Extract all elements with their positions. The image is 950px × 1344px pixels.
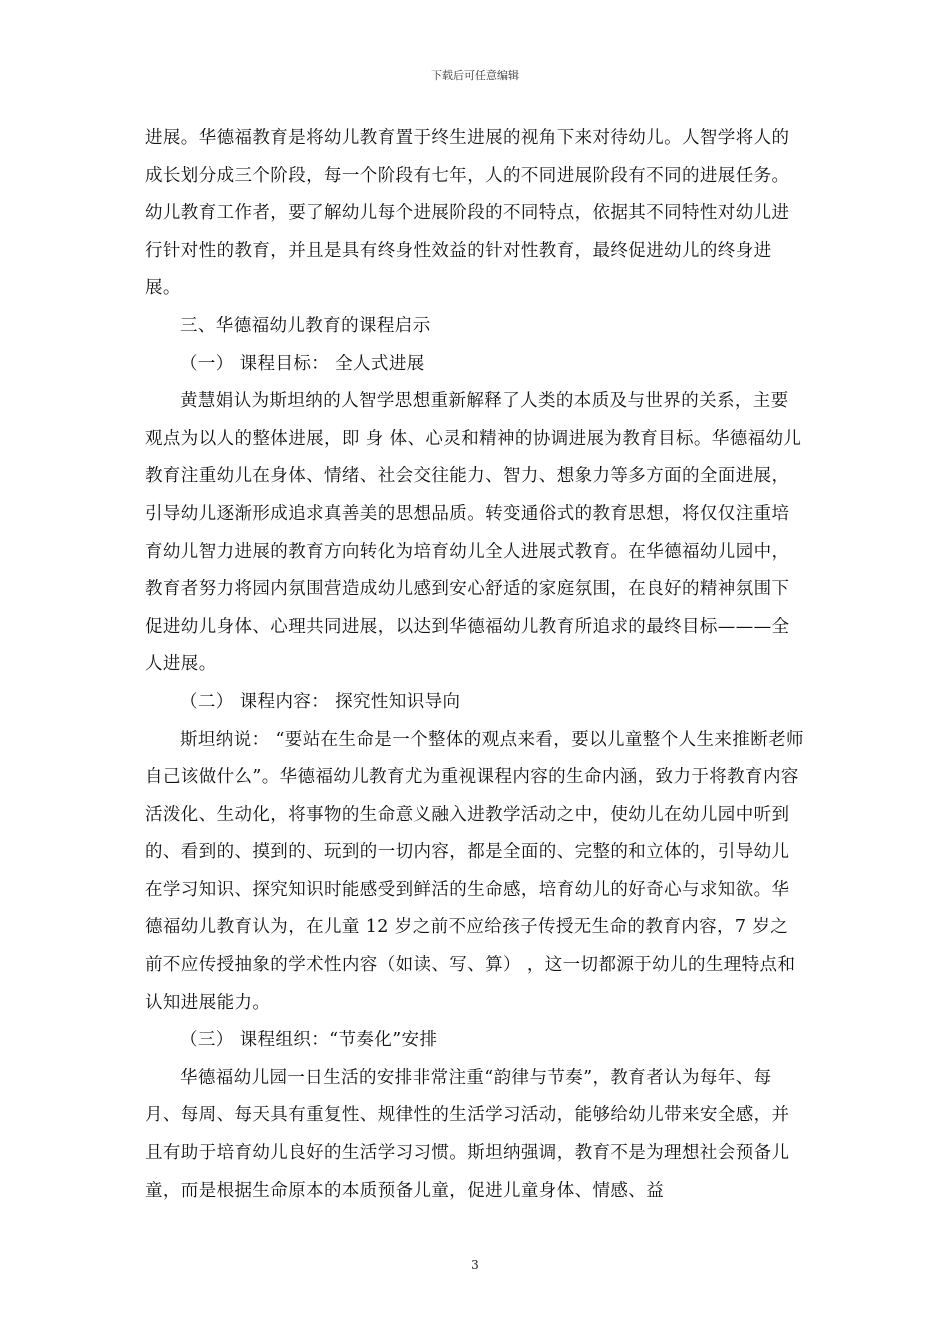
subsection-heading: （一） 课程目标： 全人式进展 (180, 353, 425, 374)
paragraph: 进展。华德福教育是将幼儿教育置于终生进展的视角下来对待幼儿。人智学将人的成长划分成三个阶段，每一个阶段有七年，人的不同进展阶段有不同的进展任务。幼儿教育工作者，要了解幼儿每个进展阶段的不同特点，依据其不同特性对幼儿进行针对性的教育，并且是具有终身性效益的针对性教育，最终促进幼儿的终身进展。 (145, 128, 790, 299)
paragraph: 黄慧娟认为斯坦纳的人智学思想重新解释了人类的本质及与世界的关系，主要观点为以人的整体进展，即 身 体、心灵和精神的协调进展为教育目标。华德福幼儿教育注重幼儿在身体、情绪、社会交往能力、智力、想象力等多方面的全面进展，引导幼儿逐渐形成追求真善美的思想品质。转变通俗式的教育思想，将仅仅注重培育幼儿智力进展的教育方向转化为培育幼儿全人进展式教育。在华德福幼儿园中，教育者努力将园内氛围营造成幼儿感到安心舒适的家庭氛围，在良好的精神氛围下促进幼儿身体、心理共同进展，以达到华德福幼儿教育所追求的最终目标———全人进展。 (145, 391, 802, 675)
paragraph: 华德福幼儿园一日生活的安排非常注重“韵律与节奏”，教育者认为每年、每月、每周、每天具有重复性、规律性的生活学习活动，能够给幼儿带来安全感，并且有助于培育幼儿良好的生活学习习惯。斯坦纳强调，教育不是为理想社会预备儿童，而是根据生命原本的本质预备儿童，促进儿童身体、情感、益 (145, 1067, 790, 1201)
header-note: 下载后可任意编辑 (431, 69, 519, 82)
subsection-heading: （三） 课程组织：“节奏化”安排 (180, 1030, 438, 1051)
document-body (145, 120, 805, 1210)
page-number: 3 (471, 1258, 479, 1272)
subsection-heading: （二） 课程内容： 探究性知识导向 (180, 691, 461, 712)
paragraph: 斯坦纳说： “要站在生命是一个整体的观点来看，要以儿童整个人生来推断老师自己该做什么”。华德福幼儿教育尤为重视课程内容的生命内涵，致力于将教育内容活泼化、生动化，将事物的生命意义融入进教学活动之中，使幼儿在幼儿园中听到的、看到的、摸到的、玩到的一切内容，都是全面的、完整的和立体的，引导幼儿在学习知识、探究知识时能感受到鲜活的生命感，培育幼儿的好奇心与求知欲。华德福幼儿教育认为，在儿童 12 岁之前不应给孩子传授无生命的教育内容，7 岁之前不应传授抽象的学术性内容（如读、写、算） ，这一切都源于幼儿的生理特点和认知进展能力。 (145, 729, 804, 1013)
section-heading: 三、华德福幼儿教育的课程启示 (180, 315, 431, 336)
